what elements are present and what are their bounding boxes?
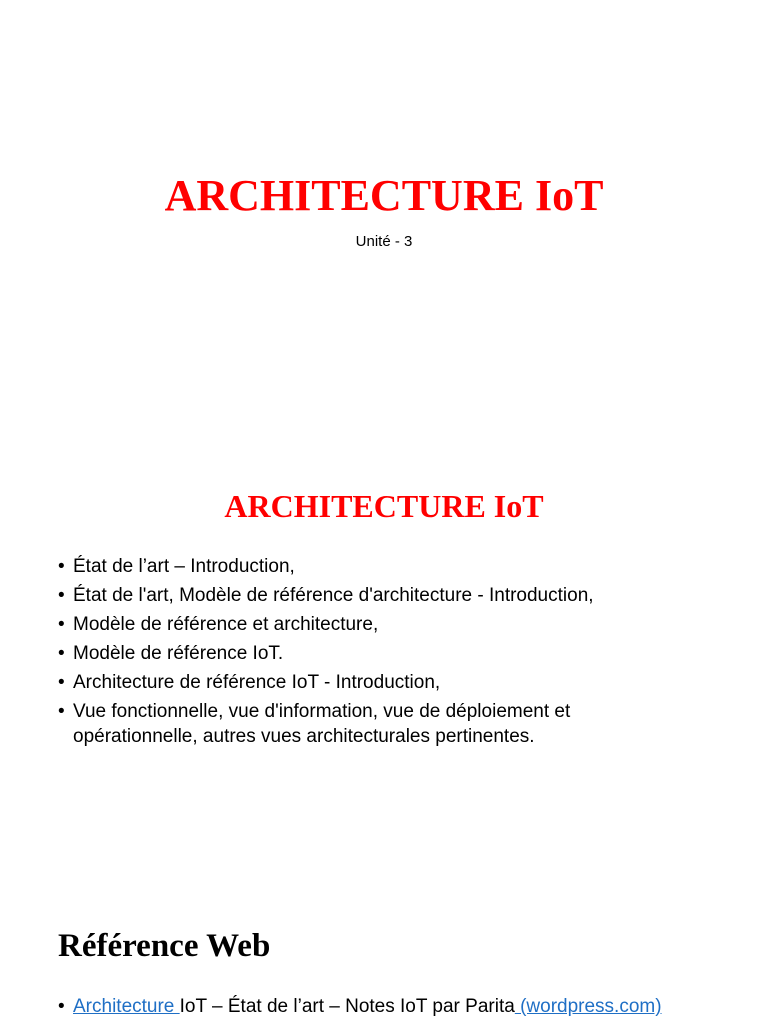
list-item	[58, 699, 698, 749]
list-item-text: État de l’art – Introduction,	[73, 556, 295, 577]
bullet-icon: •	[58, 672, 65, 693]
bullet-icon: •	[58, 701, 65, 722]
list-item-text: Vue fonctionnelle, vue d'information, vue de déploiement et opérationnelle, autres vues architecturales pertinentes.	[73, 701, 571, 747]
title-slide	[0, 0, 768, 420]
list-item-text: État de l'art, Modèle de référence d'architecture - Introduction,	[73, 585, 594, 606]
list-item	[58, 583, 698, 608]
reference-text: IoT – État de l’art – Notes IoT par Parita	[179, 996, 515, 1017]
list-item	[58, 670, 698, 695]
reference-title: Référence Web	[58, 928, 271, 964]
list-item-text: Architecture de référence IoT - Introduction,	[73, 672, 441, 693]
reference-item	[58, 994, 758, 1019]
reference-slide	[0, 900, 768, 1024]
subtitle: Unité - 3	[355, 233, 413, 250]
bullet-icon: •	[58, 996, 65, 1017]
list-item	[58, 554, 698, 579]
bullet-icon: •	[58, 556, 65, 577]
content-slide	[0, 470, 768, 800]
wordpress-link[interactable]: (wordpress.com)	[514, 996, 662, 1017]
list-item	[58, 641, 698, 666]
main-title: ARCHITECTURE IoT	[164, 171, 604, 220]
list-item	[58, 612, 698, 637]
section-title: ARCHITECTURE IoT	[224, 488, 544, 524]
list-item-text: Modèle de référence et architecture,	[73, 614, 379, 635]
reference-list	[58, 994, 758, 1019]
topic-list	[58, 554, 698, 753]
bullet-icon: •	[58, 643, 65, 664]
architecture-link[interactable]: Architecture	[73, 996, 180, 1017]
list-item-text: Modèle de référence IoT.	[73, 643, 284, 664]
bullet-icon: •	[58, 614, 65, 635]
bullet-icon: •	[58, 585, 65, 606]
